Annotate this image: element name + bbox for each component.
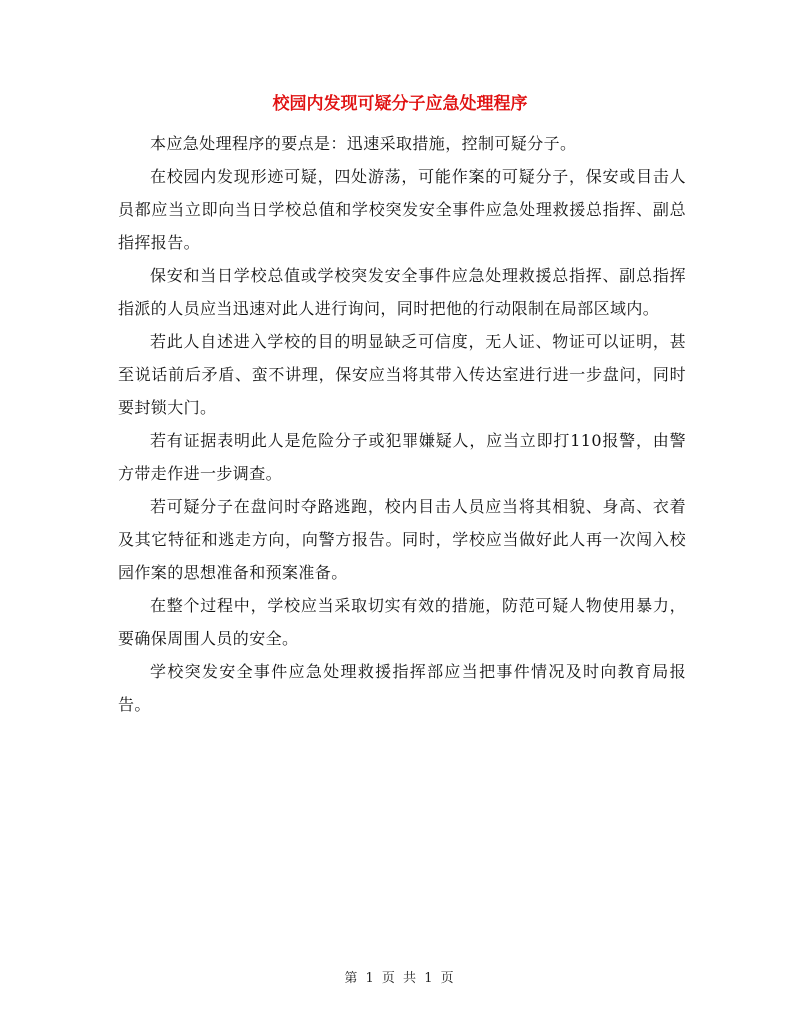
paragraph-1: 本应急处理程序的要点是：迅速采取措施，控制可疑分子。 (150, 134, 577, 153)
document-body (118, 127, 686, 721)
paragraph-3: 保安和当日学校总值或学校突发安全事件应急处理救援总指挥、副总指挥指派的人员应当迅速对此人进行询问，同时把他的行动限制在局部区域内。 (118, 266, 686, 318)
paragraph-5: 若有证据表明此人是危险分子或犯罪嫌疑人，应当立即打110报警，由警方带走作进一步调查。 (118, 431, 686, 483)
page-number-footer: 第 1 页 共 1 页 (344, 971, 456, 986)
paragraph-4: 若此人自述进入学校的目的明显缺乏可信度，无人证、物证可以证明，甚至说话前后矛盾、蛮不讲理，保安应当将其带入传达室进行进一步盘问，同时要封锁大门。 (118, 332, 686, 417)
paragraph-7: 在整个过程中，学校应当采取切实有效的措施，防范可疑人物使用暴力，要确保周围人员的安全。 (118, 596, 686, 648)
paragraph-2: 在校园内发现形迹可疑，四处游荡，可能作案的可疑分子，保安或目击人员都应当立即向当日学校总值和学校突发安全事件应急处理救援总指挥、副总指挥报告。 (118, 167, 686, 252)
document-title: 校园内发现可疑分子应急处理程序 (272, 94, 528, 114)
paragraph-6: 若可疑分子在盘问时夺路逃跑，校内目击人员应当将其相貌、身高、衣着及其它特征和逃走方向，向警方报告。同时，学校应当做好此人再一次闯入校园作案的思想准备和预案准备。 (118, 497, 686, 582)
paragraph-8: 学校突发安全事件应急处理救援指挥部应当把事件情况及时向教育局报告。 (118, 662, 686, 714)
